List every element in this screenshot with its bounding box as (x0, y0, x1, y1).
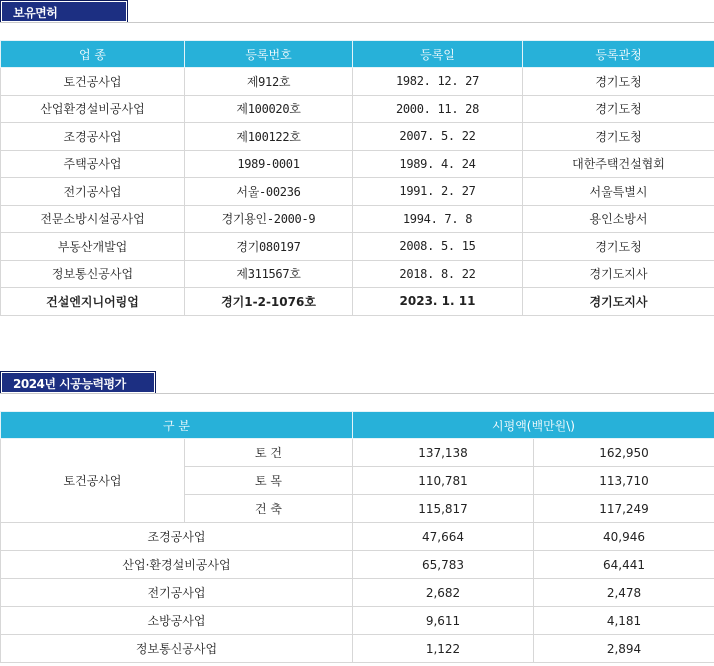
cell-value-1: 115,817 (353, 495, 534, 523)
license-section-header (0, 0, 714, 23)
cell-reg-date: 2018. 8. 22 (353, 260, 523, 288)
cell-category: 조경공사업 (1, 523, 353, 551)
cell-reg-number: 경기080197 (185, 233, 353, 261)
cell-reg-authority: 경기도청 (523, 123, 714, 151)
cell-value-1: 47,664 (353, 523, 534, 551)
license-section-title: 보유면허 (13, 6, 58, 20)
cell-reg-date: 2000. 11. 28 (353, 95, 523, 123)
cell-reg-authority: 경기도청 (523, 95, 714, 123)
cell-reg-number: 서울-00236 (185, 178, 353, 206)
table-row (1, 205, 714, 233)
cell-reg-number: 제912호 (185, 68, 353, 96)
capacity-table-header (1, 412, 714, 439)
cell-value-2: 40,946 (534, 523, 714, 551)
capacity-table (0, 411, 714, 663)
license-section-tab (0, 0, 128, 23)
cell-subcategory: 토 목 (185, 467, 353, 495)
cell-industry: 전문소방시설공사업 (1, 205, 185, 233)
cell-value-2: 2,478 (534, 579, 714, 607)
cell-value-1: 65,783 (353, 551, 534, 579)
cell-subcategory: 건 축 (185, 495, 353, 523)
cell-reg-date: 1991. 2. 27 (353, 178, 523, 206)
divider (0, 22, 714, 23)
cell-category: 전기공사업 (1, 579, 353, 607)
table-row (1, 233, 714, 261)
cell-subcategory: 토 건 (185, 439, 353, 467)
cell-value-1: 1,122 (353, 635, 534, 663)
table-row (1, 439, 714, 467)
cell-reg-number: 경기1-2-1076호 (185, 288, 353, 316)
cell-industry: 조경공사업 (1, 123, 185, 151)
header-reg-authority: 등록관청 (523, 41, 714, 68)
cell-reg-number: 제100020호 (185, 95, 353, 123)
cell-reg-authority: 서울특별시 (523, 178, 714, 206)
cell-category: 소방공사업 (1, 607, 353, 635)
table-row (1, 260, 714, 288)
capacity-section-title: 2024년 시공능력평가 (13, 377, 126, 391)
cell-value-2: 2,894 (534, 635, 714, 663)
table-row (1, 95, 714, 123)
cell-industry: 부동산개발업 (1, 233, 185, 261)
table-row (1, 123, 714, 151)
cell-reg-number: 제311567호 (185, 260, 353, 288)
cell-category: 산업·환경설비공사업 (1, 551, 353, 579)
cell-reg-authority: 경기도지사 (523, 260, 714, 288)
license-table-header (1, 41, 714, 68)
cell-category: 정보통신공사업 (1, 635, 353, 663)
cell-reg-date: 1982. 12. 27 (353, 68, 523, 96)
cell-reg-number: 경기용인-2000-9 (185, 205, 353, 233)
table-row (1, 607, 714, 635)
divider (0, 393, 714, 394)
table-row (1, 635, 714, 663)
cell-industry: 주택공사업 (1, 150, 185, 178)
cell-reg-date: 1989. 4. 24 (353, 150, 523, 178)
table-row (1, 288, 714, 316)
cell-value-2: 64,441 (534, 551, 714, 579)
cell-value-1: 9,611 (353, 607, 534, 635)
cell-value-2: 113,710 (534, 467, 714, 495)
table-row (1, 150, 714, 178)
cell-industry: 정보통신공사업 (1, 260, 185, 288)
cell-industry: 토건공사업 (1, 68, 185, 96)
header-value: 시평액(백만원\) (353, 412, 714, 439)
header-category: 구 분 (1, 412, 353, 439)
cell-value-2: 162,950 (534, 439, 714, 467)
cell-value-1: 137,138 (353, 439, 534, 467)
license-table (0, 40, 714, 316)
cell-group-label: 토건공사업 (1, 439, 185, 523)
capacity-section-header (0, 371, 714, 394)
cell-reg-date: 2007. 5. 22 (353, 123, 523, 151)
capacity-section-tab (0, 371, 156, 394)
header-industry: 업 종 (1, 41, 185, 68)
table-row (1, 523, 714, 551)
cell-value-1: 2,682 (353, 579, 534, 607)
cell-reg-authority: 대한주택건설협회 (523, 150, 714, 178)
cell-industry: 산업환경설비공사업 (1, 95, 185, 123)
cell-industry: 건설엔지니어링업 (1, 288, 185, 316)
header-reg-number: 등록번호 (185, 41, 353, 68)
table-row (1, 579, 714, 607)
table-row (1, 551, 714, 579)
cell-value-2: 4,181 (534, 607, 714, 635)
cell-reg-authority: 경기도지사 (523, 288, 714, 316)
cell-reg-authority: 경기도청 (523, 68, 714, 96)
cell-reg-number: 1989-0001 (185, 150, 353, 178)
cell-reg-date: 1994. 7. 8 (353, 205, 523, 233)
header-reg-date: 등록일 (353, 41, 523, 68)
cell-value-1: 110,781 (353, 467, 534, 495)
cell-reg-number: 제100122호 (185, 123, 353, 151)
cell-reg-date: 2008. 5. 15 (353, 233, 523, 261)
cell-reg-date: 2023. 1. 11 (353, 288, 523, 316)
table-row (1, 68, 714, 96)
cell-industry: 전기공사업 (1, 178, 185, 206)
cell-reg-authority: 용인소방서 (523, 205, 714, 233)
cell-reg-authority: 경기도청 (523, 233, 714, 261)
table-row (1, 178, 714, 206)
cell-value-2: 117,249 (534, 495, 714, 523)
